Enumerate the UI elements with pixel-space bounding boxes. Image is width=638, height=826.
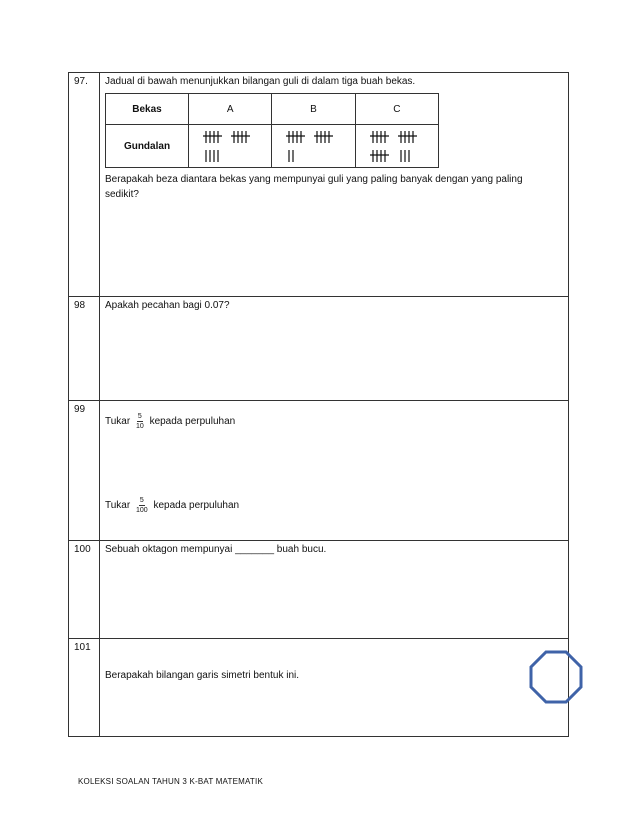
fraction-numerator: 5 <box>137 413 142 420</box>
question-body <box>100 401 569 541</box>
tally-column-b: B <box>272 94 355 125</box>
tally-line <box>370 147 438 165</box>
tally-marks-a <box>189 125 272 168</box>
question-text: Apakah pecahan bagi 0.07? <box>100 297 569 401</box>
question-text: kepada perpuluhan <box>153 500 240 512</box>
tally-line <box>203 128 271 146</box>
fraction-denominator: 100 <box>135 507 148 514</box>
octagon-shape <box>528 649 584 705</box>
question-text: Berapakah bilangan garis simetri bentuk ini. <box>105 670 299 681</box>
question-number: 98 <box>69 297 100 401</box>
tally-group-five <box>398 130 418 144</box>
tally-group-partial <box>203 149 223 163</box>
fraction-numerator: 5 <box>139 497 144 504</box>
question-text: Berapakah beza diantara bekas yang mempunyai guli yang paling banyak dengan yang paling sedikit? <box>105 174 523 200</box>
question-row-99 <box>69 401 569 541</box>
tally-group-five <box>314 130 334 144</box>
tally-marks-c <box>355 125 438 168</box>
question-number: 99 <box>69 401 100 541</box>
tally-line <box>370 128 438 146</box>
tally-column-c: C <box>355 94 438 125</box>
tally-marks-b <box>272 125 355 168</box>
question-intro: Jadual di bawah menunjukkan bilangan guli di dalam tiga buah bekas. <box>105 76 416 87</box>
tally-group-five <box>203 130 223 144</box>
question-body <box>100 639 569 737</box>
question-row-97 <box>69 73 569 297</box>
question-text: Tukar <box>105 416 131 428</box>
fraction <box>136 412 144 431</box>
tally-line <box>203 147 271 165</box>
question-number: 101 <box>69 639 100 737</box>
tally-table <box>105 93 439 168</box>
question-part-1 <box>105 412 568 431</box>
question-body <box>100 73 569 297</box>
question-part-2 <box>105 496 239 515</box>
question-text: Sebuah oktagon mempunyai _______ buah bucu. <box>100 541 569 639</box>
fraction-denominator: 10 <box>135 423 144 430</box>
tally-group-five <box>370 149 390 163</box>
question-number: 97. <box>69 73 100 297</box>
tally-header-label: Bekas <box>106 94 189 125</box>
tally-column-a: A <box>189 94 272 125</box>
fraction <box>136 496 148 515</box>
question-row-98 <box>69 297 569 401</box>
tally-line <box>286 128 354 146</box>
question-row-100 <box>69 541 569 639</box>
tally-group-five <box>231 130 251 144</box>
tally-group-partial <box>398 149 414 163</box>
question-number: 100 <box>69 541 100 639</box>
tally-group-five <box>286 130 306 144</box>
question-text: Tukar <box>105 500 131 512</box>
tally-line <box>286 147 354 165</box>
tally-group-five <box>370 130 390 144</box>
tally-row-label: Gundalan <box>106 125 189 168</box>
question-text: kepada perpuluhan <box>149 416 236 428</box>
tally-group-partial <box>286 149 298 163</box>
question-row-101 <box>69 639 569 737</box>
page-footer: KOLEKSI SOALAN TAHUN 3 K-BAT MATEMATIK <box>78 777 263 786</box>
question-table <box>68 72 569 737</box>
